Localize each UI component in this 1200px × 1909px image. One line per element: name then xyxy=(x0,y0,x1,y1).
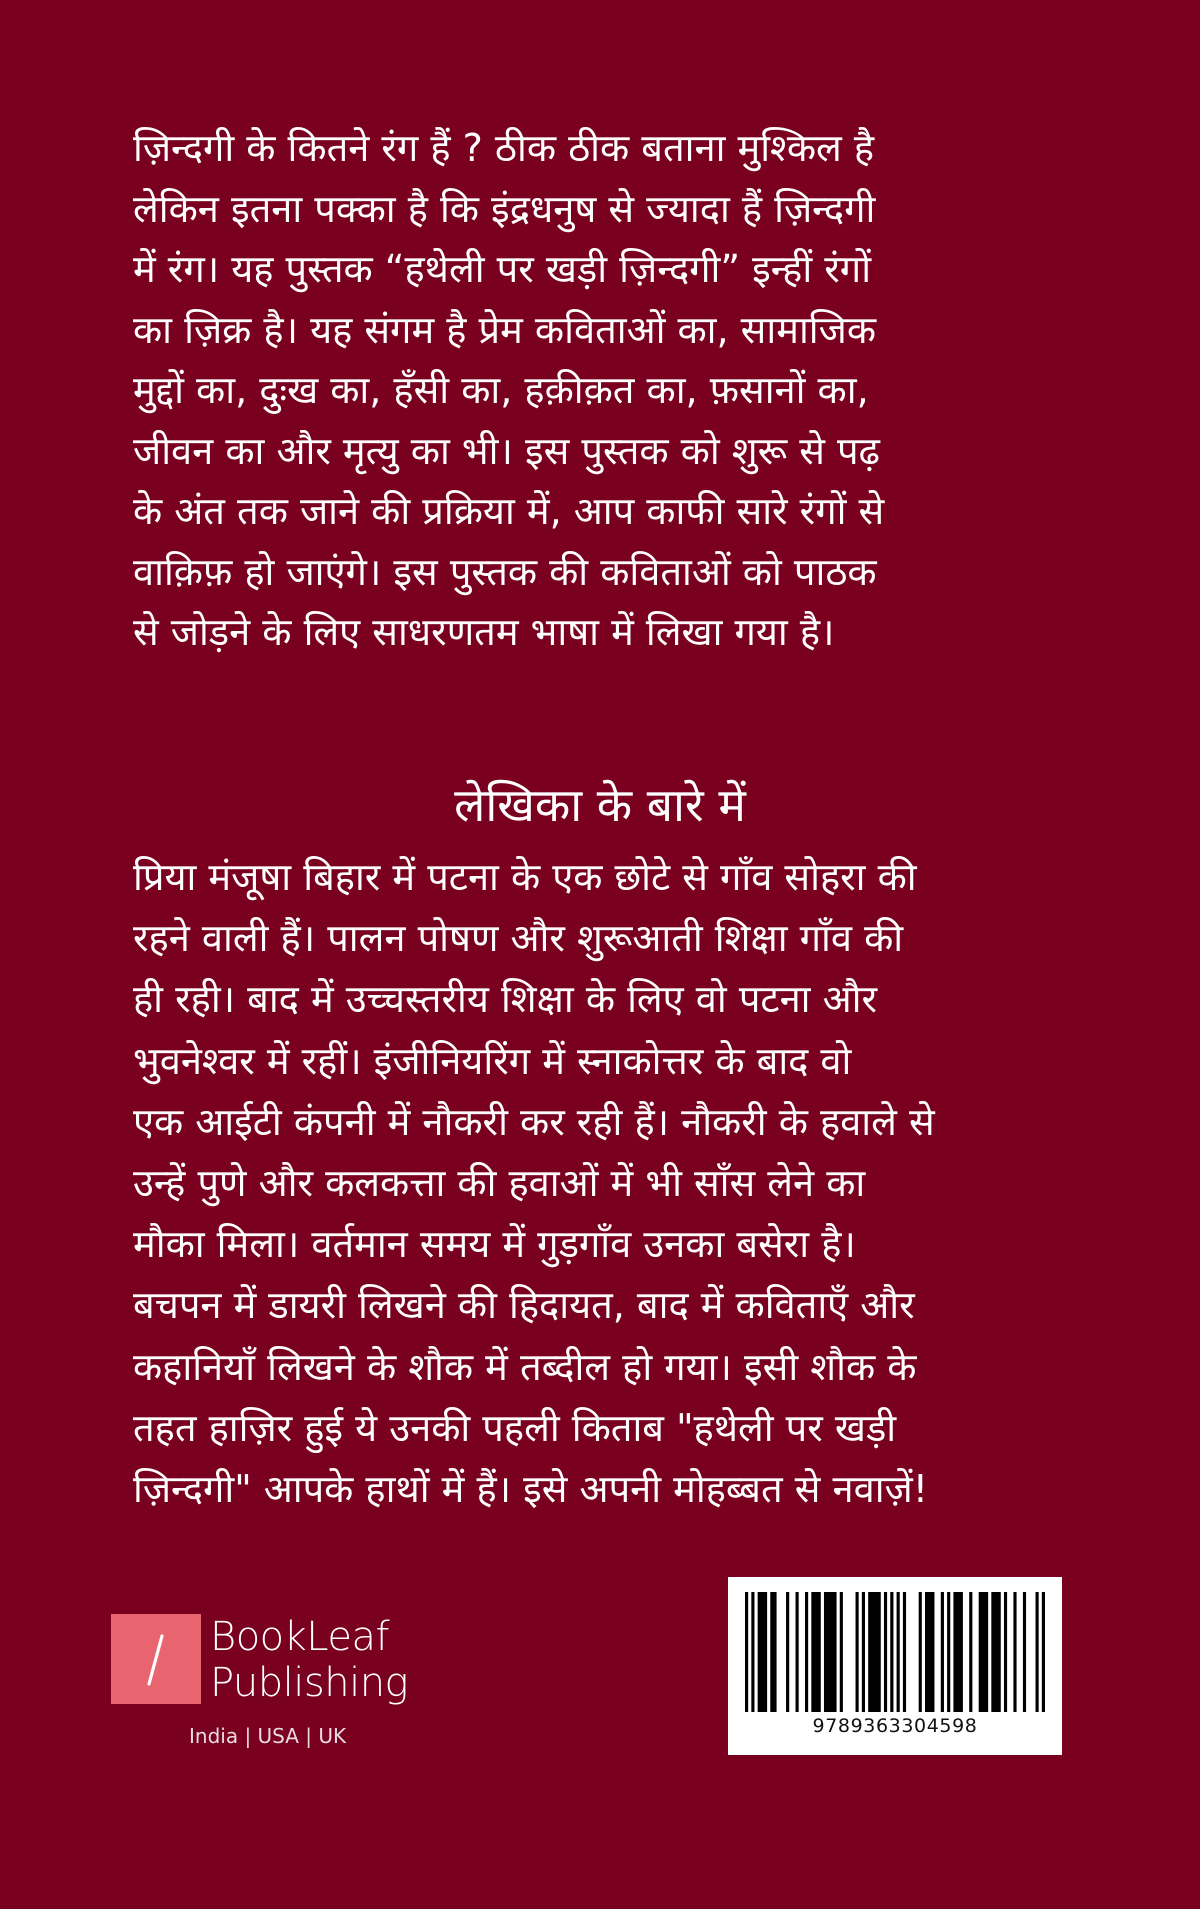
bio-line: ही रही। बाद में उच्चस्तरीय शिक्षा के लिए वो पटना और xyxy=(133,977,877,1022)
barcode-bar xyxy=(991,1592,1000,1712)
blurb-line: वाक़िफ़ हो जाएंगे। इस पुस्तक की कविताओं को पाठक xyxy=(133,549,877,594)
barcode-bar xyxy=(770,1592,776,1712)
bio-line: तहत हाज़िर हुई ये उनकी पहली किताब "हथेली पर खड़ी xyxy=(133,1405,897,1450)
barcode-bar xyxy=(840,1592,843,1712)
about-author-heading: लेखिका के बारे में xyxy=(454,778,746,832)
barcode-bar xyxy=(979,1592,988,1712)
logo-square xyxy=(111,1614,201,1704)
barcode-bar xyxy=(1036,1592,1039,1712)
publisher-name-line1: BookLeaf xyxy=(210,1614,390,1660)
publisher-logo xyxy=(111,1614,441,1754)
blurb-line: से जोड़ने के लिए साधरणतम भाषा में लिखा गया है। xyxy=(133,610,835,654)
barcode-bar xyxy=(745,1592,748,1712)
barcode-bar xyxy=(953,1592,962,1712)
book-blurb xyxy=(133,118,1013,663)
bio-line: बचपन में डायरी लिखने की हिदायत, बाद में कविताएँ और xyxy=(133,1283,915,1328)
bio-line: रहने वाली हैं। पालन पोषण और शुरूआती शिक्षा गाँव की xyxy=(133,916,904,961)
publisher-name xyxy=(210,1614,408,1706)
barcode-bar xyxy=(890,1592,893,1712)
barcode-bar xyxy=(897,1592,900,1712)
slash-mark-icon xyxy=(111,1614,201,1704)
barcode-bar xyxy=(796,1592,799,1712)
bio-line: प्रिया मंजूषा बिहार में पटना के एक छोटे से गाँव सोहरा की xyxy=(133,855,917,899)
barcode-bar xyxy=(1023,1592,1026,1712)
barcode-bar xyxy=(862,1592,865,1712)
barcode-bar xyxy=(969,1592,972,1712)
blurb-line: लेकिन इतना पक्का है कि इंद्रधनुष से ज्यादा हैं ज़िन्दगी xyxy=(133,186,876,231)
publisher-name-line2: Publishing xyxy=(210,1660,409,1706)
blurb-line: का ज़िक्र है। यह संगम है प्रेम कविताओं का, सामाजिक xyxy=(133,307,877,352)
barcode-bar xyxy=(1042,1592,1045,1712)
barcode-bar xyxy=(925,1592,934,1712)
barcode-bar xyxy=(751,1592,754,1712)
barcode-bar xyxy=(758,1592,767,1712)
bio-line: उन्हें पुणे और कलकत्ता की हवाओं में भी साँस लेने का xyxy=(133,1161,866,1206)
barcode-bar xyxy=(824,1592,837,1712)
author-bio xyxy=(133,847,1013,1520)
bio-line: मौका मिला। वर्तमान समय में गुड़गाँव उनका बसेरा है। xyxy=(133,1222,856,1267)
barcode-bar xyxy=(947,1592,950,1712)
blurb-line: मुद्दों का, दुःख का, हँसी का, हक़ीक़त का, फ़सानों का, xyxy=(133,368,869,412)
isbn-number: 9789363304598 xyxy=(812,1715,978,1737)
barcode-bar xyxy=(805,1592,808,1712)
bio-line: भुवनेश्वर में रहीं। इंजीनियरिंग में स्नाकोत्तर के बाद वो xyxy=(133,1038,852,1083)
blurb-line: जीवन का और मृत्यु का भी। इस पुस्तक को शुरू से पढ़ xyxy=(133,428,880,473)
blurb-line: ज़िन्दगी के कितने रंग हैं ? ठीक ठीक बताना मुश्किल है xyxy=(133,126,875,170)
barcode-bar xyxy=(786,1592,789,1712)
barcode-bar xyxy=(868,1592,881,1712)
barcode-bar xyxy=(1004,1592,1007,1712)
isbn-barcode xyxy=(728,1577,1062,1755)
bio-line: ज़िन्दगी" आपके हाथों में हैं। इसे अपनी मोहब्बत से नवाज़ें! xyxy=(133,1467,928,1512)
blurb-line: के अंत तक जाने की प्रक्रिया में, आप काफी सारे रंगों से xyxy=(133,489,885,533)
barcode-bar xyxy=(941,1592,944,1712)
barcode-bar xyxy=(884,1592,887,1712)
barcode-bar xyxy=(811,1592,820,1712)
bio-line: कहानियाँ लिखने के शौक में तब्दील हो गया। इसी शौक के xyxy=(133,1344,917,1389)
barcode-bar xyxy=(1013,1592,1016,1712)
barcode-bar xyxy=(919,1592,922,1712)
barcode-bar xyxy=(903,1592,906,1712)
barcode-bars xyxy=(745,1592,1045,1712)
blurb-line: में रंग। यह पुस्तक “हथेली पर खड़ी ज़िन्दगी” इन्हीं रंगों xyxy=(133,247,872,291)
bio-line: एक आईटी कंपनी में नौकरी कर रही हैं। नौकरी के हवाले से xyxy=(133,1099,935,1144)
barcode-bar xyxy=(856,1592,859,1712)
publisher-regions: India | USA | UK xyxy=(189,1724,347,1748)
